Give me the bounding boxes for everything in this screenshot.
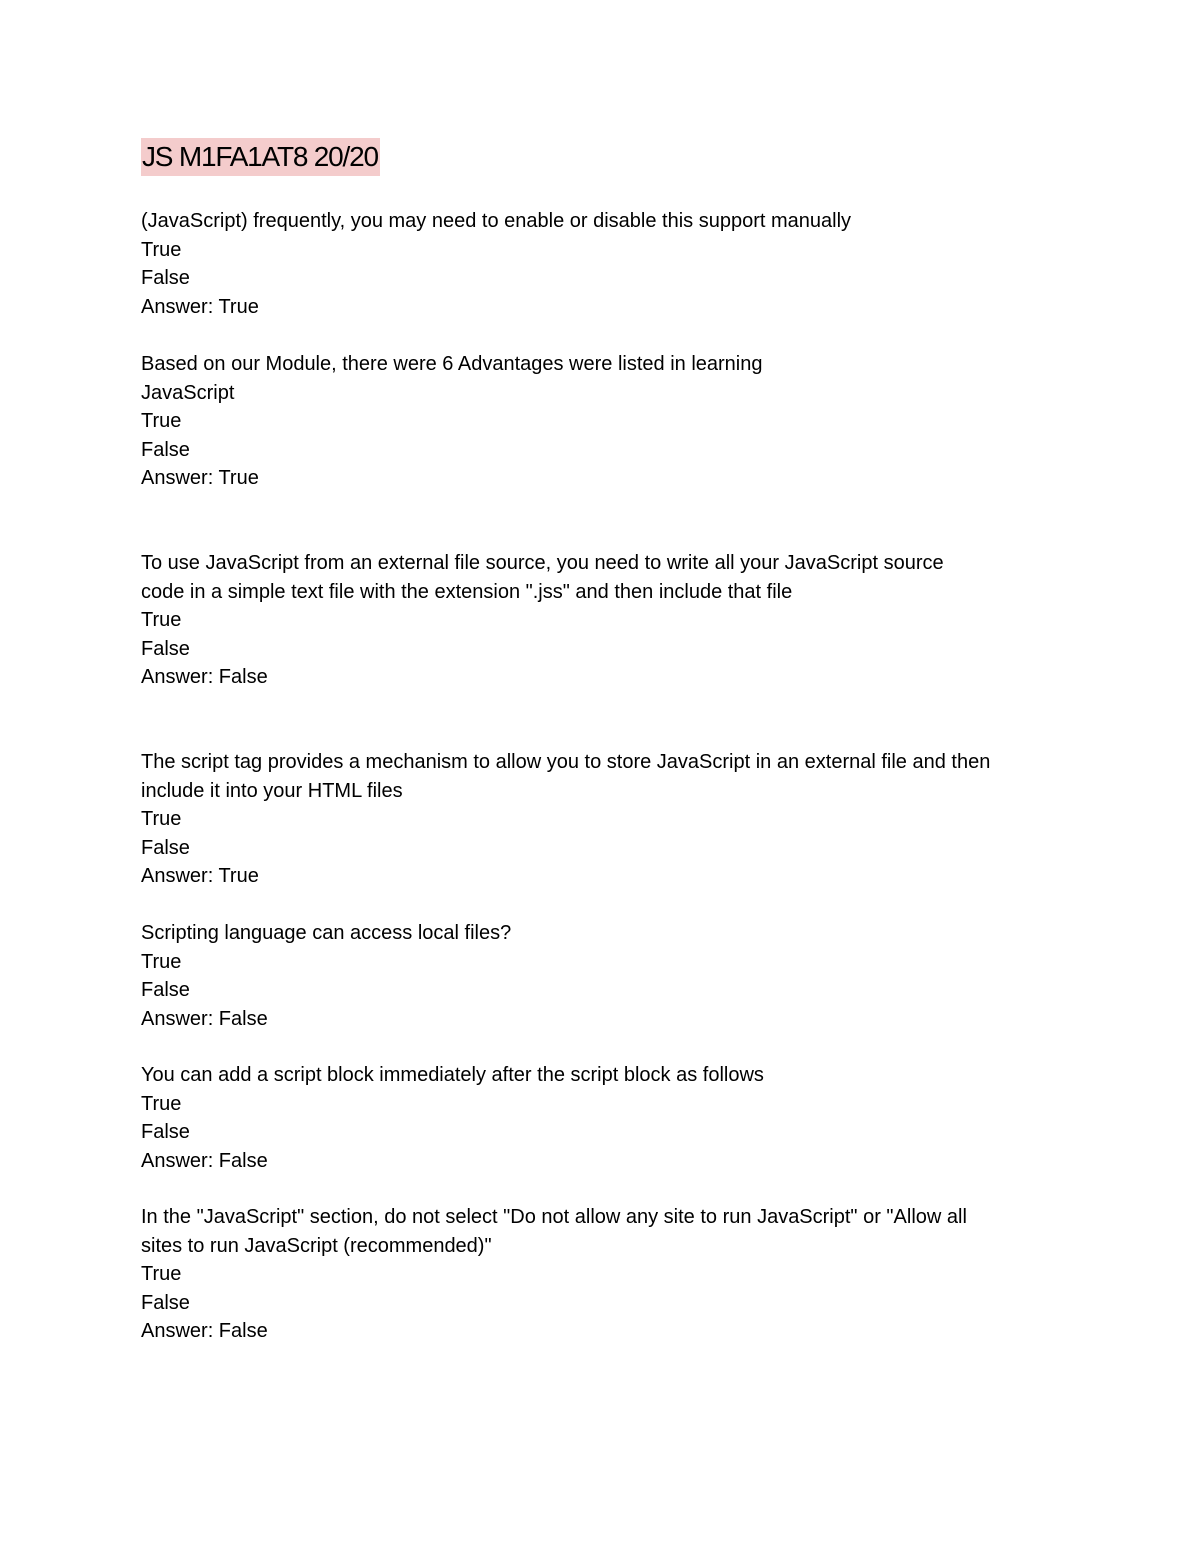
question-6 <box>141 1061 1081 1175</box>
question-text: You can add a script block immediately after the script block as follows <box>141 1064 764 1086</box>
option-true: True <box>141 410 182 432</box>
question-4 <box>141 748 1081 891</box>
answer-text: Answer: False <box>141 1320 268 1342</box>
option-false: False <box>141 267 190 289</box>
question-text: include it into your HTML files <box>141 779 403 802</box>
answer-text: Answer: True <box>141 295 259 318</box>
answer-text: Answer: False <box>141 1007 268 1030</box>
question-text: To use JavaScript from an external file source, you need to write all your JavaScript source <box>141 552 944 574</box>
option-true: True <box>141 1092 182 1115</box>
document-title: JS M1FA1AT8 20/20 <box>141 138 380 176</box>
question-text: (JavaScript) frequently, you may need to enable or disable this support manually <box>141 210 852 232</box>
option-false: False <box>141 1291 190 1314</box>
question-1 <box>141 207 1081 321</box>
answer-text: Answer: True <box>141 865 259 887</box>
option-false: False <box>141 1121 190 1143</box>
question-text: code in a simple text file with the extension ".jss" and then include that file <box>141 580 793 603</box>
option-false: False <box>141 836 190 859</box>
question-text: In the "JavaScript" section, do not select "Do not allow any site to run JavaScript" or "Allow all <box>141 1206 967 1228</box>
question-7 <box>141 1203 1081 1346</box>
answer-text: Answer: False <box>141 666 268 688</box>
answer-text: Answer: False <box>141 1149 268 1172</box>
option-true: True <box>141 808 182 830</box>
question-text: The script tag provides a mechanism to allow you to store JavaScript in an external file and then <box>141 751 991 773</box>
option-true: True <box>141 238 182 261</box>
option-false: False <box>141 979 190 1001</box>
option-false: False <box>141 637 190 660</box>
question-2 <box>141 350 1081 493</box>
question-text: JavaScript <box>141 381 235 404</box>
option-true: True <box>141 950 182 973</box>
answer-text: Answer: True <box>141 467 259 489</box>
question-text: Based on our Module, there were 6 Advantages were listed in learning <box>141 353 763 375</box>
option-true: True <box>141 1263 182 1285</box>
question-text: Scripting language can access local files? <box>141 922 512 944</box>
question-3 <box>141 549 1081 692</box>
question-text: sites to run JavaScript (recommended)" <box>141 1234 492 1257</box>
question-5 <box>141 919 1081 1033</box>
option-true: True <box>141 609 182 631</box>
option-false: False <box>141 438 190 461</box>
